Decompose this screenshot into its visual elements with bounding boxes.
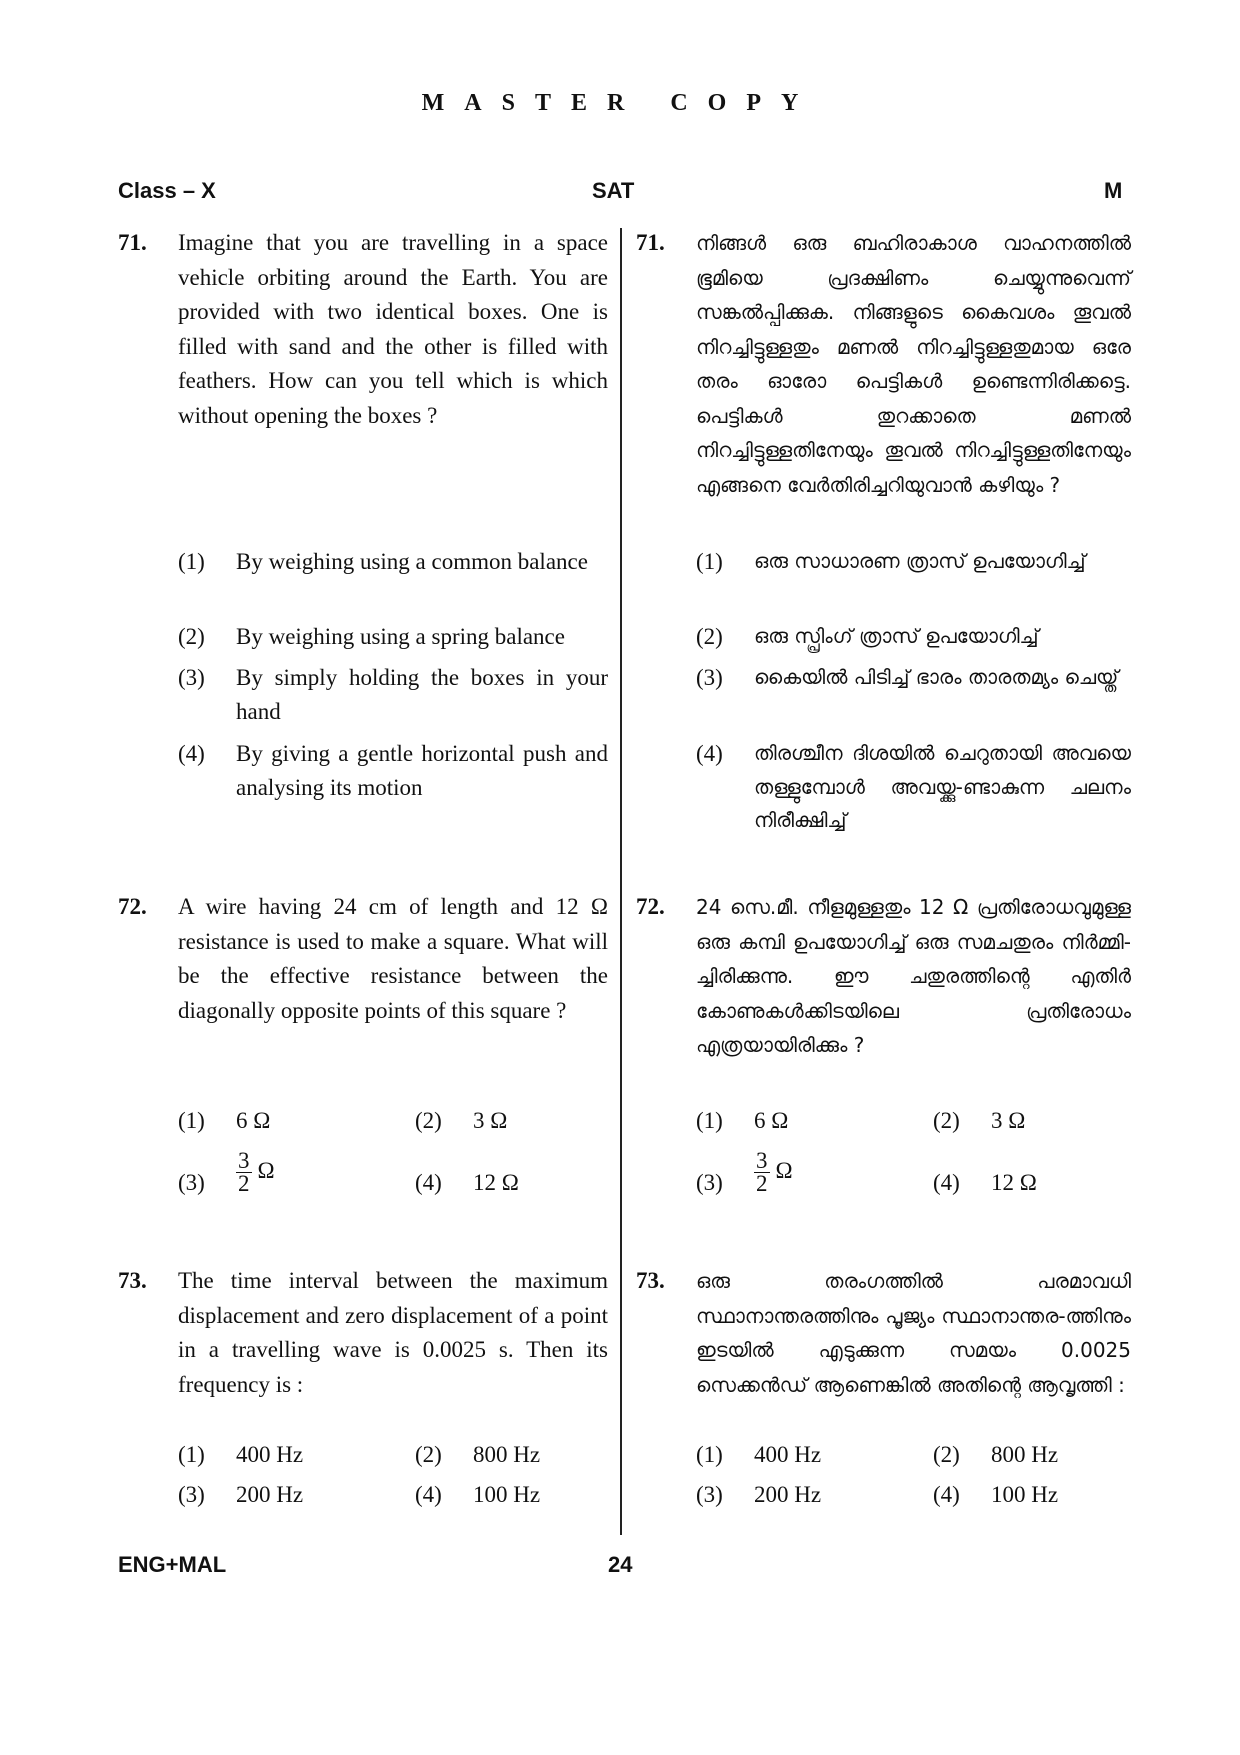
- option-number: (1): [178, 549, 205, 574]
- option-text: By giving a gentle horizontal push and analysing its motion: [236, 741, 608, 800]
- option-number: (3): [178, 1170, 205, 1195]
- language-label: ENG+MAL: [118, 1552, 227, 1577]
- option-text: 3 Ω: [473, 1108, 508, 1133]
- question-text: Imagine that you are travelling in a space vehicle orbiting around the Earth. You are provided with two identical boxes. One is filled with sand and the other is filled with feathers. How can you tell which is which without opening the boxes ?: [178, 230, 608, 428]
- fraction-denominator: 2: [756, 1171, 768, 1196]
- question-number: 71.: [118, 230, 147, 255]
- fraction: [754, 1150, 770, 1195]
- question-text: A wire having 24 cm of length and 12 Ω resistance is used to make a square. What will be the effective resistance between the diagonally opposite points of this square ?: [178, 894, 608, 1023]
- option-number: (2): [178, 624, 205, 649]
- master-copy-heading: MASTER COPY: [421, 90, 819, 116]
- page-number: 24: [608, 1552, 633, 1577]
- question-number: 72.: [118, 894, 147, 919]
- question-number: 71.: [636, 230, 665, 255]
- option-text: 200 Hz: [754, 1482, 822, 1507]
- option-number: (4): [933, 1482, 960, 1507]
- option-number: (2): [933, 1108, 960, 1133]
- option-number: (4): [696, 741, 723, 766]
- option-number: (3): [178, 665, 205, 690]
- option-number: (2): [933, 1442, 960, 1467]
- question-text: The time interval between the maximum displacement and zero displacement of a point in a travelling wave is 0.0025 s. Then its frequency is :: [178, 1268, 608, 1397]
- option-text: 6 Ω: [754, 1108, 789, 1133]
- option-number: (1): [696, 1442, 723, 1467]
- option-text: 6 Ω: [236, 1108, 271, 1133]
- option-text: 100 Hz: [473, 1482, 541, 1507]
- unit-symbol: Ω: [257, 1157, 275, 1183]
- fraction-numerator: 3: [756, 1148, 768, 1173]
- option-text: കൈയിൽ പിടിച്ച് ഭാരം താരതമ്യം ചെയ്ത്: [754, 665, 1119, 689]
- option-text: By weighing using a spring balance: [236, 624, 565, 649]
- option-number: (3): [696, 1482, 723, 1507]
- option-text: ഒരു സ്പ്രിംഗ് ത്രാസ് ഉപയോഗിച്ച്: [754, 624, 1039, 648]
- option-number: (3): [178, 1482, 205, 1507]
- question-text: നിങ്ങൾ ഒരു ബഹിരാകാശ വാഹനത്തിൽ ഭൂമിയെ പ്രദക്ഷിണം ചെയ്യുന്നുവെന്ന് സങ്കൽപ്പിക്കുക. നിങ്ങളുടെ കൈവശം തൂവൽ നിറച്ചിട്ടുള്ളതും മണൽ നിറച്ചിട്ടുള്ളതുമായ ഒരേ തരം ഓരോ പെട്ടികൾ ഉണ്ടെന്നിരിക്കട്ടെ. പെട്ടികൾ തുറക്കാതെ മണൽ നിറച്ചിട്ടുള്ളതിനേയും തൂവൽ നിറച്ചിട്ടുള്ളതിനേയും എങ്ങനെ വേർതിരിച്ചറിയുവാൻ കഴിയും ?: [696, 231, 1131, 497]
- question-number: 73.: [636, 1268, 665, 1293]
- option-text: By weighing using a common balance: [236, 549, 588, 574]
- fraction-denominator: 2: [238, 1171, 250, 1196]
- fraction-numerator: 3: [238, 1148, 250, 1173]
- option-text: 400 Hz: [236, 1442, 304, 1467]
- option-number: (1): [696, 549, 723, 574]
- option-number: (1): [178, 1442, 205, 1467]
- option-number: (2): [415, 1442, 442, 1467]
- question-number: 73.: [118, 1268, 147, 1293]
- option-text: 100 Hz: [991, 1482, 1059, 1507]
- question-text: 24 സെ.മീ. നീളമുള്ളതും 12 Ω പ്രതിരോധവുമുള്ള ഒരു കമ്പി ഉപയോഗിച്ച് ഒരു സമചതുരം നിർമ്മി-ച്ചിരിക്കുന്നു. ഈ ചതുരത്തിന്റെ എതിർ കോണുകൾക്കിടയിലെ പ്രതിരോധം എത്രയായിരിക്കും ?: [696, 895, 1131, 1057]
- option-number: (1): [178, 1108, 205, 1133]
- fraction: [236, 1150, 252, 1195]
- class-label: Class – X: [118, 178, 216, 203]
- option-number: (4): [415, 1482, 442, 1507]
- option-number: (2): [415, 1108, 442, 1133]
- option-text: 200 Hz: [236, 1482, 304, 1507]
- option-number: (4): [415, 1170, 442, 1195]
- option-text: By simply holding the boxes in your hand: [236, 665, 608, 724]
- option-text: 12 Ω: [991, 1170, 1037, 1195]
- version-code: M: [1104, 178, 1123, 203]
- option-text: 400 Hz: [754, 1442, 822, 1467]
- option-number: (1): [696, 1108, 723, 1133]
- option-text: [754, 1150, 904, 1195]
- question-text: ഒരു തരംഗത്തിൽ പരമാവധി സ്ഥാനാന്തരത്തിനും പൂജ്യം സ്ഥാനാന്തര-ത്തിനും ഇടയിൽ എടുക്കുന്ന സമയം 0.0025 സെക്കൻഡ് ആണെങ്കിൽ അതിന്റെ ആവൃത്തി :: [696, 1269, 1131, 1397]
- option-text: തിരശ്ചീന ദിശയിൽ ചെറുതായി അവയെ തള്ളുമ്പോൾ അവയ്ക്കു-ണ്ടാകുന്ന ചലനം നിരീക്ഷിച്ച്: [754, 741, 1131, 832]
- option-text: [236, 1150, 386, 1195]
- question-number: 72.: [636, 894, 665, 919]
- exam-label: SAT: [592, 178, 635, 203]
- unit-symbol: Ω: [775, 1157, 793, 1183]
- option-text: ഒരു സാധാരണ ത്രാസ് ഉപയോഗിച്ച്: [754, 549, 1086, 573]
- column-divider: [620, 228, 622, 1535]
- option-text: 12 Ω: [473, 1170, 519, 1195]
- option-text: 800 Hz: [991, 1442, 1059, 1467]
- option-number: (4): [933, 1170, 960, 1195]
- option-number: (4): [178, 741, 205, 766]
- option-number: (3): [696, 665, 723, 690]
- option-number: (2): [696, 624, 723, 649]
- option-text: 3 Ω: [991, 1108, 1026, 1133]
- option-text: 800 Hz: [473, 1442, 541, 1467]
- option-number: (3): [696, 1170, 723, 1195]
